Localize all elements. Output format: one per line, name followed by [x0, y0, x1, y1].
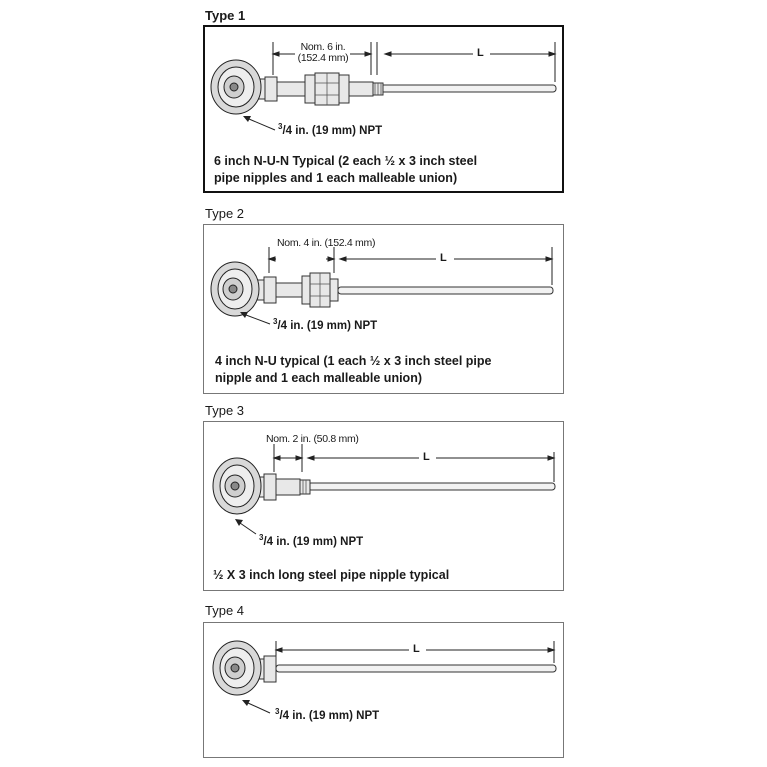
- type-2-description-line2: nipple and 1 each malleable union): [215, 371, 422, 385]
- type-4-thread-prefix: 3: [275, 707, 280, 716]
- type-2-thread-prefix: 3: [273, 317, 278, 326]
- type-3-thread-label: /4 in. (19 mm) NPT: [263, 535, 364, 548]
- type-2-thread-callout: [273, 317, 377, 332]
- type-2-thread-label: /4 in. (19 mm) NPT: [277, 319, 378, 332]
- type-3-label: Type 3: [205, 403, 245, 418]
- type-2-description-line1: 4 inch N-U typical (1 each ½ x 3 inch steel pipe: [215, 354, 492, 368]
- type-2-nominal: Nom. 4 in. (152.4 mm): [277, 237, 376, 249]
- type-1-thread-callout: [278, 122, 382, 137]
- type-1-nominal-line2: (152.4 mm): [297, 52, 349, 64]
- type-3-thread-callout: [259, 533, 363, 548]
- type-3-description-line1: ½ X 3 inch long steel pipe nipple typical: [213, 568, 450, 582]
- type-2-panel: [203, 224, 564, 394]
- type-2-description: [215, 353, 560, 387]
- type-1-panel: [203, 25, 564, 193]
- type-3-thread-prefix: 3: [259, 533, 264, 542]
- type-1-label: Type 1: [205, 8, 246, 23]
- type-4-thread-label: /4 in. (19 mm) NPT: [279, 709, 380, 722]
- type-1-nominal-line1: Nom. 6 in.: [300, 41, 346, 53]
- type-3-length-label: L: [423, 451, 430, 463]
- type-4-thread-callout: [275, 707, 379, 722]
- type-3-description: [213, 567, 558, 584]
- type-1-thread-label: /4 in. (19 mm) NPT: [282, 124, 383, 137]
- type-2-label: Type 2: [205, 206, 245, 221]
- type-2-length-label: L: [440, 252, 447, 264]
- type-3-nominal: Nom. 2 in. (50.8 mm): [266, 433, 359, 445]
- type-1-thread-prefix: 3: [278, 122, 283, 131]
- type-1-description-line2: pipe nipples and 1 each malleable union): [214, 171, 458, 185]
- type-3-panel: [203, 421, 564, 591]
- type-4-panel: [203, 622, 564, 758]
- type-1-length-label: L: [477, 47, 484, 59]
- type-4-label: Type 4: [205, 603, 245, 618]
- type-1-nominal: [293, 42, 353, 64]
- type-1-description: [214, 153, 559, 187]
- type-4-drawing: [204, 623, 565, 759]
- type-4-length-label: L: [413, 643, 420, 655]
- type-1-description-line1: 6 inch N-U-N Typical (2 each ½ x 3 inch steel: [214, 154, 478, 168]
